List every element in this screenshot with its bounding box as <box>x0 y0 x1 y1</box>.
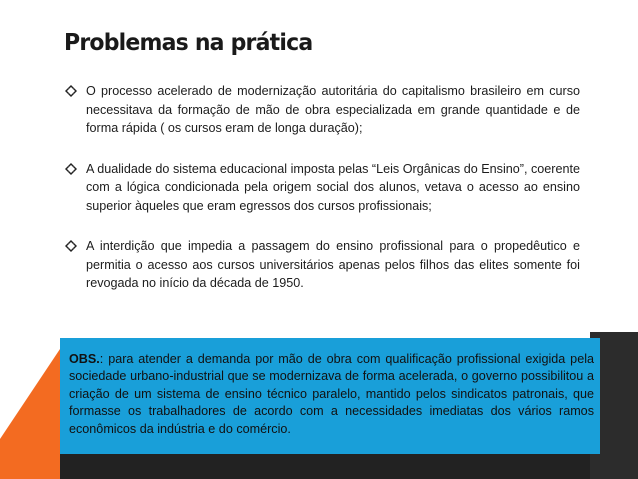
orange-decoration-base <box>0 439 60 479</box>
bullet-text: O processo acelerado de modernização autoritária do capitalismo brasileiro em curso necessitava da formação de mão de obra especializada em grande quantidade e de forma rápida ( os cursos eram de longa duração); <box>86 84 580 135</box>
obs-text <box>69 351 594 438</box>
slide-title: Problemas na prática <box>64 30 313 57</box>
obs-body: : para atender a demanda por mão de obra com qualificação profissional exigida pela sociedade urbano-industrial que se modernizava de forma acelerada, o governo possibilitou a criação de um sistema de ensino técnico paralelo, mantido pelos sindicatos patronais, que formasse os trabalhadores de acordo com a necessidades imediatas dos vários ramos econômicos da indústria e do comércio. <box>69 352 594 436</box>
diamond-bullet-icon <box>64 84 78 98</box>
bullet-item <box>64 82 580 138</box>
bullet-text: A dualidade do sistema educacional imposta pelas “Leis Orgânicas do Ensino”, coerente com a lógica condicionada pela origem social dos alunos, vetava o acesso ao ensino superior àqueles que eram egressos dos cursos profissionais; <box>86 161 580 213</box>
bullet-text: A interdição que impedia a passagem do ensino profissional para o propedêutico e permitia o acesso aos cursos universitários apenas pelos filhos das elites somente foi revogada no início da década de 1950. <box>86 239 580 290</box>
obs-label: OBS. <box>69 352 100 366</box>
bullet-item <box>64 237 580 293</box>
bullet-list <box>64 82 580 315</box>
bullet-item <box>64 160 580 216</box>
obs-callout <box>60 338 600 454</box>
orange-decoration <box>0 349 60 439</box>
dark-footer-bar <box>60 454 590 479</box>
diamond-bullet-icon <box>64 162 78 176</box>
diamond-bullet-icon <box>64 239 78 253</box>
